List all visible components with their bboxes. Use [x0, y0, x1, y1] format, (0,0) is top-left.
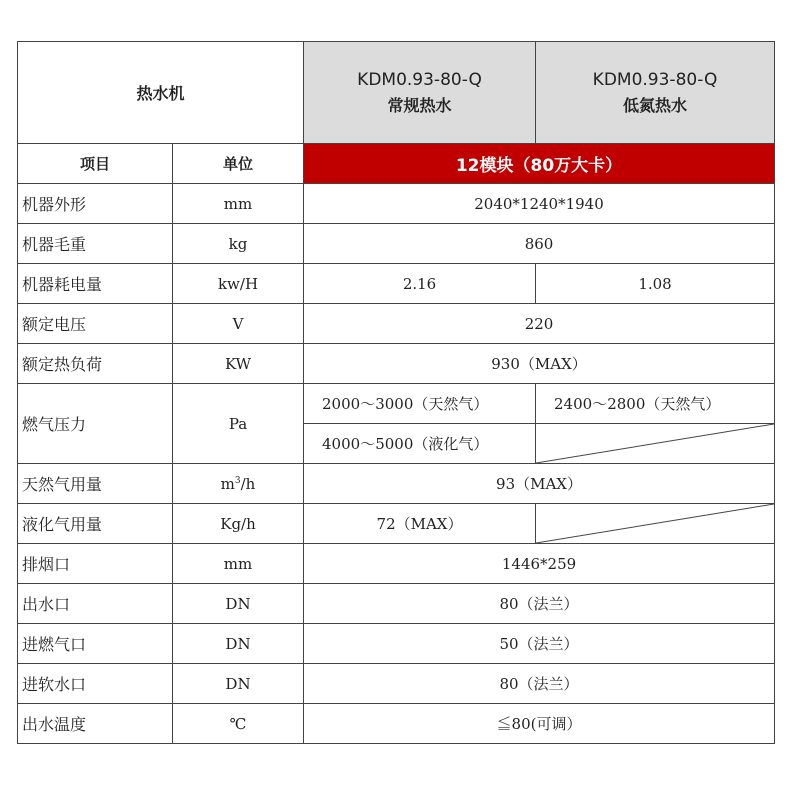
- column-header-row: [18, 144, 775, 184]
- unit-column-header: 单位: [173, 144, 304, 184]
- param-value: 930（MAX）: [304, 344, 775, 384]
- table-row: [18, 544, 775, 584]
- param-value: 2040*1240*1940: [304, 184, 775, 224]
- param-value: 220: [304, 304, 775, 344]
- header-row: [18, 42, 775, 144]
- param-unit: Kg/h: [173, 504, 304, 544]
- param-unit: DN: [173, 624, 304, 664]
- param-unit: kg: [173, 224, 304, 264]
- model-code: KDM0.93-80-Q: [357, 69, 482, 90]
- param-label: 额定热负荷: [18, 344, 173, 384]
- param-unit: V: [173, 304, 304, 344]
- table-row: [18, 504, 775, 544]
- not-applicable-cell: [536, 504, 775, 544]
- param-label: 进软水口: [18, 664, 173, 704]
- model-code: KDM0.93-80-Q: [592, 69, 718, 90]
- model-header-low-nox: [536, 42, 775, 144]
- table-row: [18, 264, 775, 304]
- capacity-banner: 12模块（80万大卡）: [304, 144, 775, 184]
- table-row: [18, 184, 775, 224]
- natural-gas-pressure-low-nox: 2400～2800（天然气）: [536, 384, 775, 424]
- table-row: [18, 384, 775, 424]
- param-label: 天然气用量: [18, 464, 173, 504]
- spec-table: [17, 41, 775, 744]
- param-unit: mm: [173, 184, 304, 224]
- table-row: [18, 584, 775, 624]
- param-value-standard: 72（MAX）: [304, 504, 536, 544]
- param-label: 机器外形: [18, 184, 173, 224]
- param-label: 进燃气口: [18, 624, 173, 664]
- model-header-standard: [304, 42, 536, 144]
- param-unit: Pa: [173, 384, 304, 464]
- param-value: 93（MAX）: [304, 464, 775, 504]
- param-label: 燃气压力: [18, 384, 173, 464]
- not-applicable-cell: [536, 424, 775, 464]
- param-label: 额定电压: [18, 304, 173, 344]
- param-value: 860: [304, 224, 775, 264]
- param-unit: DN: [173, 664, 304, 704]
- param-value-low-nox: 1.08: [536, 264, 775, 304]
- param-unit: KW: [173, 344, 304, 384]
- param-value: 1446*259: [304, 544, 775, 584]
- model-variant: 低氮热水: [623, 95, 688, 115]
- table-row: [18, 224, 775, 264]
- diagonal-slash: [536, 504, 774, 543]
- param-label: 出水口: [18, 584, 173, 624]
- table-row: [18, 304, 775, 344]
- product-title: 热水机: [18, 42, 304, 144]
- natural-gas-pressure-standard: 2000～3000（天然气）: [304, 384, 536, 424]
- table-row: [18, 464, 775, 504]
- lpg-pressure-standard: 4000～5000（液化气）: [304, 424, 536, 464]
- param-label: 机器毛重: [18, 224, 173, 264]
- table-row: [18, 704, 775, 744]
- param-value: 50（法兰）: [304, 624, 775, 664]
- diagonal-slash: [536, 424, 774, 463]
- param-label: 排烟口: [18, 544, 173, 584]
- param-label: 机器耗电量: [18, 264, 173, 304]
- param-value: 80（法兰）: [304, 584, 775, 624]
- model-variant: 常规热水: [387, 95, 452, 115]
- param-value-standard: 2.16: [304, 264, 536, 304]
- item-column-header: 项目: [18, 144, 173, 184]
- param-unit: DN: [173, 584, 304, 624]
- param-label: 液化气用量: [18, 504, 173, 544]
- table-row: [18, 624, 775, 664]
- param-value: ≦80(可调）: [304, 704, 775, 744]
- table-row: [18, 344, 775, 384]
- param-unit: mm: [173, 544, 304, 584]
- param-unit: $m^3/h$: [173, 464, 304, 504]
- param-label: 出水温度: [18, 704, 173, 744]
- param-unit: kw/H: [173, 264, 304, 304]
- table-row: [18, 664, 775, 704]
- param-unit: ℃: [173, 704, 304, 744]
- param-value: 80（法兰）: [304, 664, 775, 704]
